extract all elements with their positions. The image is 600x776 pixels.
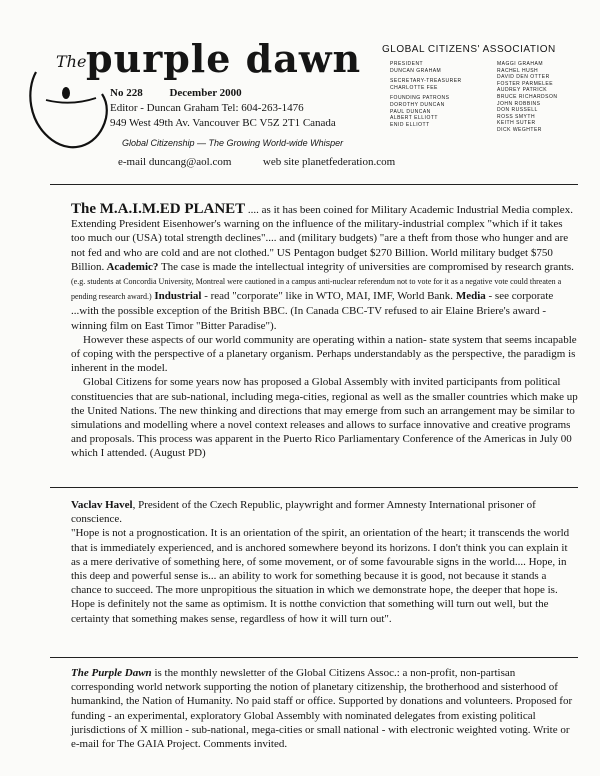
article-maimed-planet	[71, 202, 579, 461]
tagline: Global Citizenship — The Growing World-wide Whisper	[122, 138, 344, 148]
section-divider	[50, 657, 578, 658]
editor-line: Editor - Duncan Graham Tel: 604-263-1476	[110, 102, 304, 114]
contact-line	[118, 156, 395, 168]
article-paragraph: The M.A.I.M.ED PLANET .... as it has been coined for Military Academic Industrial Media complex. Extending President Eisenhower's warning on the influence of the military-industrial complex "which if it takes too much our (USA) total strength declines".... and (military budgets) "are a theft from those who hunger and are not fed and who are cold and are not clothed." US Pentagon budget $270 Billion. World military budget $750 Billion. Academic? The case is made the intellectual integrity of universities are compromised by research grants. (e.g. students at Concordia University, Montreal were cautioned in a campus anti-nuclear referendum not to vote for it as a negative vote could threaten a pending research award.) Industrial - read "corporate" like in WTO, MAI, IMF, World Bank. Media - see corporate ...with the possible exception of the British BBC. (In Canada CBC-TV refused to air Elaine Briere's award -winning film on East Timor "Bitter Paradise").	[71, 201, 574, 332]
section-divider	[50, 487, 578, 488]
masthead-the: The	[56, 52, 87, 71]
newsletter-description	[71, 666, 579, 751]
association-entry: PAUL DUNCAN	[390, 108, 431, 115]
association-entry: ENID ELLIOTT	[390, 121, 430, 128]
association-entry: DUNCAN GRAHAM	[390, 67, 442, 74]
web-address[interactable]: planetfederation.com	[302, 156, 396, 168]
association-right-column	[497, 61, 558, 134]
association-left-column	[390, 61, 462, 128]
association-entry: DAVID DEN OTTER	[497, 74, 550, 81]
article-havel-quote	[71, 498, 579, 626]
quote-text: "Hope is not a prognostication. It is an orientation of the spirit, an orientation of the heart; it transcends the world that is immediately experienced, and is anchored somewhere beyond its horizons. I don't think you can explain it as a mere derivative of something here, of some movement, or of some favourable signs in the world.... Hope, in this deep and powerful sense is... an ability to work for something because it is good, not because it stands a chance to succeed. The more unpropitious the situation in which we demonstrate hope, the deeper that hope is. Hope is definitely not the same as optimism. It is notthe conviction that something will turn out well, but the certainty that something makes sense, regardless of how it will turn out".	[71, 527, 570, 625]
email-address[interactable]: duncang@aol.com	[148, 156, 232, 168]
association-entry: SECRETARY-TREASURER	[390, 78, 462, 85]
dawn-logo	[22, 60, 112, 160]
email-label: e-mail	[118, 156, 147, 168]
association-entry: ALBERT ELLIOTT	[390, 115, 438, 122]
newsletter-name: The Purple Dawn	[71, 667, 152, 679]
association-entry: DOROTHY DUNCAN	[390, 101, 445, 108]
association-entry: FOSTER PARMELEE	[497, 80, 554, 87]
association-entry: CHARLOTTE FEE	[390, 84, 438, 91]
article-paragraph: Global Citizens for some years now has proposed a Global Assembly with invited participants from political constituencies that are sub-national, including mega-cities, regional as well as the smaller countries which make up the United Nations. The new thinking and directions that may emerge from such an arrangement may be similar to simulations and modelling where a novel context releases and allows to surface innovative and creative programs and proposals. This process was apparent in the Puerto Rico Parliamentary Conference of the Americas in July 00 which I attended. (August PD)	[71, 376, 578, 460]
web-label: web site	[262, 156, 300, 168]
association-title: GLOBAL CITIZENS' ASSOCIATION	[382, 44, 556, 55]
association-entry: JOHN ROBBINS	[497, 100, 541, 107]
article-paragraph: However these aspects of our world community are operating within a nation- state system that seems incapable of coping with the perspective of a planetary organism. Perhaps understandably as the perspective, the paradigm is inherent in the model.	[71, 333, 577, 375]
issue-date: December 2000	[169, 87, 242, 99]
quote-author: Vaclav Havel	[71, 499, 133, 511]
association-entry: BRUCE RICHARDSON	[497, 93, 558, 100]
association-entry: ROSS SMYTH	[497, 113, 536, 120]
article-paragraph: Vaclav Havel, President of the Czech Republic, playwright and former Amnesty International prisoner of conscience.	[71, 499, 536, 526]
association-entry: DICK WEGHTER	[497, 126, 542, 133]
article-headline: The M.A.I.M.ED PLANET	[71, 201, 246, 217]
association-entry: KEITH SUTER	[497, 120, 536, 127]
article-paragraph: The Purple Dawn is the monthly newsletter of the Global Citizens Assoc.: a non-profit, non-partisan corresponding world network supporting the notion of planetary citizenship, the brotherhood and sisterhood of humankind, the Nation of Humanity. No paid staff or office. Supported by donations and volunteers. Proposed for funding - an experimental, exploratory Global Assembly with nominated delegates from existing political jurisdictions of X million - sub-national, mega-cities or small national - with electronic weighted voting. Write or e-mail for The GAIA Project. Comments invited.	[71, 667, 573, 751]
address-line: 949 West 49th Av. Vancouver BC V5Z 2T1 Canada	[110, 117, 336, 129]
section-divider	[50, 184, 578, 185]
newsletter-title: purple dawn	[86, 36, 362, 81]
association-entry: PRESIDENT	[390, 61, 424, 67]
association-entry: RACHEL HUSH	[497, 67, 539, 74]
association-entry: AUDREY PATRICK	[497, 87, 548, 94]
association-entry: FOUNDING PATRONS	[390, 95, 450, 102]
association-entry: DON RUSSELL	[497, 107, 538, 114]
association-entry: MAGGI GRAHAM	[497, 61, 544, 67]
issue-number: No 228	[110, 87, 143, 99]
issue-line	[110, 87, 266, 99]
